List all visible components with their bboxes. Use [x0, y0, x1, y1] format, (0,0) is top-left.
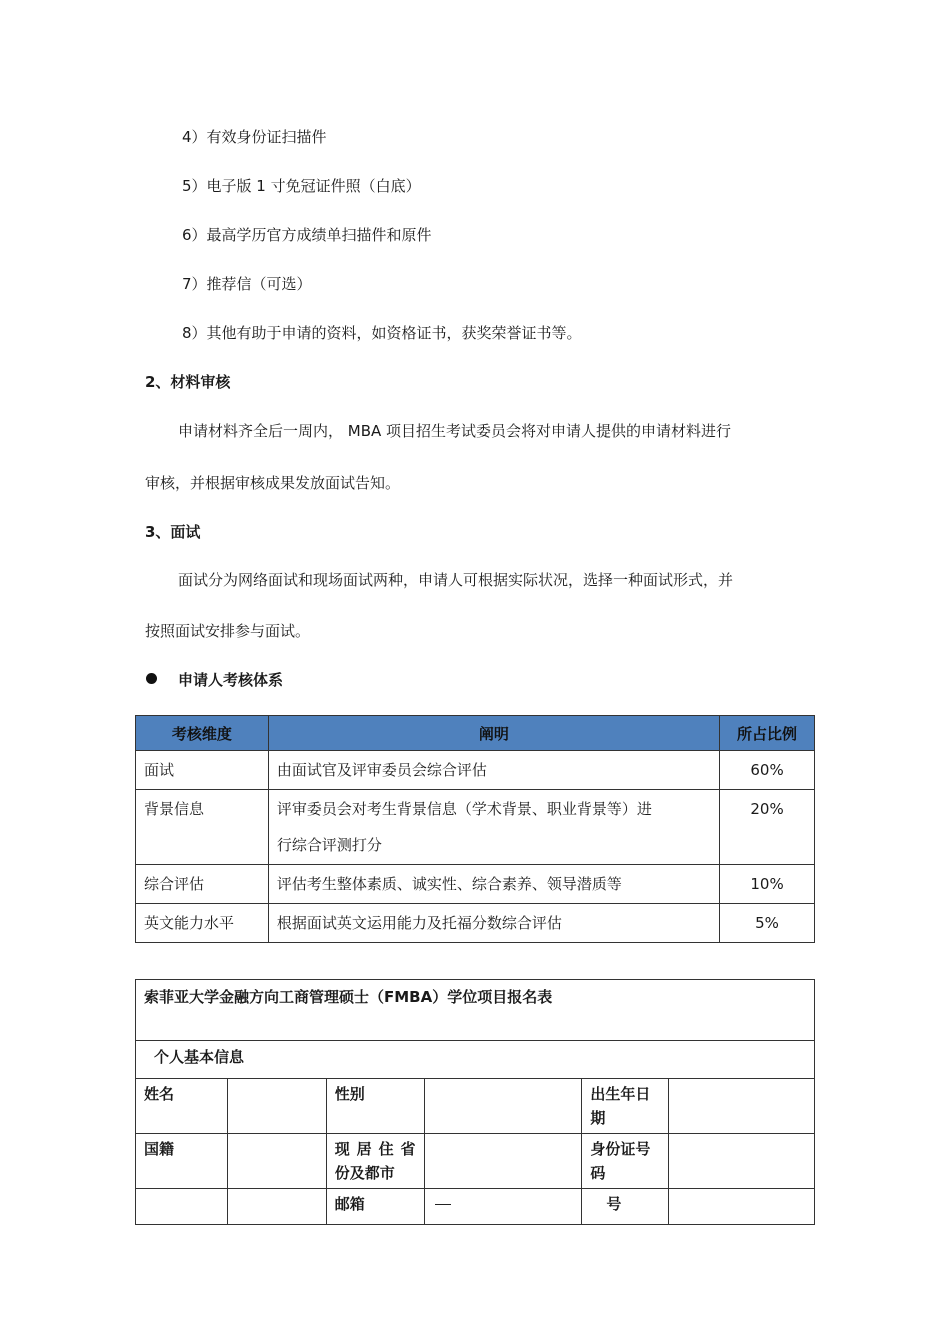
cell-dimension: 综合评估 [136, 865, 269, 904]
list-item-8: 8）其他有助于申请的资料，如资格证书，获奖荣誉证书等。 [182, 324, 582, 342]
form-section-personal-info: 个人基本信息 [136, 1041, 815, 1079]
number-label: 号 [582, 1189, 669, 1225]
paragraph-interview-line2: 按照面试安排参与面试。 [145, 622, 311, 640]
id-number-field[interactable] [669, 1134, 815, 1189]
id-number-label-line2: 码 [590, 1164, 606, 1182]
birth-date-label-line2: 期 [590, 1109, 606, 1127]
paragraph-material-review-line2: 审核，并根据审核成果发放面试告知。 [145, 474, 401, 492]
cell-dimension: 面试 [136, 751, 269, 790]
header-description: 阐明 [268, 716, 719, 751]
email-field-underline [435, 1204, 451, 1205]
cell-description-line2: 行综合评测打分 [276, 836, 382, 854]
residence-label-line1: 现居住省 [334, 1140, 416, 1158]
paragraph-interview-line1: 面试分为网络面试和现场面试两种，申请人可根据实际状况，选择一种面试形式，并 [178, 571, 734, 589]
assessment-table [135, 715, 815, 943]
section-heading-interview: 3、面试 [145, 523, 201, 541]
empty-field-cell[interactable] [227, 1189, 326, 1225]
birth-date-label [582, 1079, 669, 1134]
cell-ratio: 10% [720, 865, 815, 904]
id-number-label-line1: 身份证号 [590, 1140, 651, 1158]
list-item-6: 6）最高学历官方成绩单扫描件和原件 [182, 226, 432, 244]
table-row [136, 751, 815, 790]
name-field[interactable] [227, 1079, 326, 1134]
cell-ratio: 20% [720, 790, 815, 865]
paragraph-material-review-line1: 申请材料齐全后一周内， MBA 项目招生考试委员会将对申请人提供的申请材料进行 [178, 422, 732, 440]
email-label: 邮箱 [326, 1189, 424, 1225]
name-label: 姓名 [136, 1079, 228, 1134]
id-number-label [582, 1134, 669, 1189]
assessment-heading: 申请人考核体系 [178, 671, 284, 689]
number-field[interactable] [669, 1189, 815, 1225]
nationality-field[interactable] [227, 1134, 326, 1189]
list-item-7: 7）推荐信（可选） [182, 275, 312, 293]
cell-description-line1: 评审委员会对考生背景信息（学术背景、职业背景等）进 [276, 800, 652, 818]
table-row [136, 790, 815, 865]
list-item-4: 4）有效身份证扫描件 [182, 128, 327, 146]
birth-date-field[interactable] [669, 1079, 815, 1134]
section-heading-material-review: 2、材料审核 [145, 373, 231, 391]
residence-label [326, 1134, 424, 1189]
nationality-label: 国籍 [136, 1134, 228, 1189]
cell-description: 由面试官及评审委员会综合评估 [268, 751, 719, 790]
birth-date-label-line1: 出生年日 [590, 1085, 651, 1103]
table-header-row [136, 716, 815, 751]
table-row [136, 904, 815, 943]
header-ratio: 所占比例 [720, 716, 815, 751]
cell-description: 评估考生整体素质、诚实性、综合素养、领导潜质等 [268, 865, 719, 904]
cell-ratio: 5% [720, 904, 815, 943]
empty-label-cell [136, 1189, 228, 1225]
residence-label-line2: 份及都市 [334, 1164, 395, 1182]
header-dimension: 考核维度 [136, 716, 269, 751]
residence-field[interactable] [424, 1134, 582, 1189]
bullet-icon [146, 673, 157, 684]
gender-label: 性别 [326, 1079, 424, 1134]
cell-ratio: 60% [720, 751, 815, 790]
form-title: 索菲亚大学金融方向工商管理硕士（FMBA）学位项目报名表 [136, 980, 815, 1041]
table-row [136, 865, 815, 904]
cell-description [268, 790, 719, 865]
list-item-5: 5）电子版 1 寸免冠证件照（白底） [182, 177, 421, 195]
cell-dimension: 英文能力水平 [136, 904, 269, 943]
cell-description: 根据面试英文运用能力及托福分数综合评估 [268, 904, 719, 943]
email-field[interactable] [424, 1189, 582, 1225]
gender-field[interactable] [424, 1079, 582, 1134]
registration-form-table [135, 979, 815, 1225]
cell-dimension: 背景信息 [136, 790, 269, 865]
